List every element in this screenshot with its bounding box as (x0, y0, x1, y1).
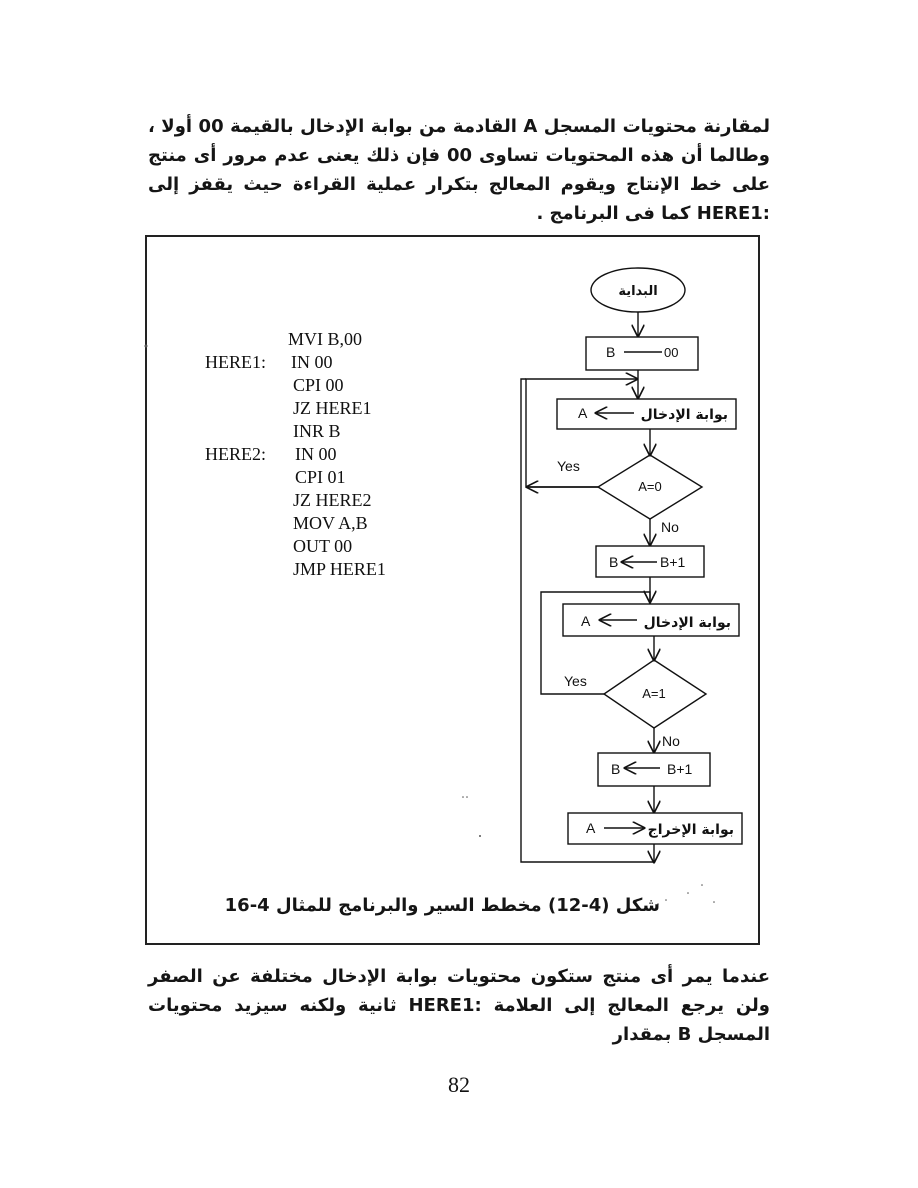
code-line-2: IN 00 (291, 352, 333, 372)
reg-b-label-2: B (611, 761, 621, 777)
input-port-label-1: بوابة الإدخال (640, 407, 728, 423)
yes-label-1: Yes (557, 458, 580, 474)
reg-a-label-2: A (581, 613, 591, 629)
reg-a-label-3: A (586, 820, 596, 836)
reg-a-label-1: A (578, 405, 588, 421)
code-line-10: OUT 00 (293, 536, 353, 556)
code-line-11: JMP HERE1 (293, 559, 386, 579)
start-label: البداية (618, 284, 658, 299)
yes-label-2: Yes (564, 673, 587, 689)
code-label-here1: HERE1: (205, 352, 266, 372)
code-line-6: IN 00 (295, 444, 337, 464)
loop-back-arrow-2 (541, 592, 650, 694)
code-line-8: JZ HERE2 (293, 490, 372, 510)
figure-caption: شكل (4-12) مخطط السير والبرنامج للمثال 4-16 (224, 895, 660, 916)
increment-label-2: B+1 (667, 761, 693, 777)
code-line-5: INR B (293, 421, 341, 441)
page-number: 82 (448, 1072, 470, 1097)
continuation-paragraph: عندما يمر أى منتج ستكون محتويات بوابة الإدخال مختلفة عن الصفر ولن يرجع المعالج إلى العلامة :HERE1 ثانية ولكنه سيزيد محتويات المسجل B بمقدار (148, 966, 770, 1045)
input-port-label-2: بوابة الإدخال (643, 615, 731, 631)
code-line-9: MOV A,B (293, 513, 368, 533)
code-line-4: JZ HERE1 (293, 398, 372, 418)
decision1-label: A=0 (638, 479, 662, 494)
code-line-7: CPI 01 (295, 467, 346, 487)
init-box (586, 337, 698, 370)
init-left-label: B (606, 344, 616, 360)
code-line-3: CPI 00 (293, 375, 344, 395)
code-label-here2: HERE2: (205, 444, 266, 464)
loop-back-arrow-1 (526, 379, 637, 487)
increment-label-1: B+1 (660, 554, 686, 570)
no-label-2: No (662, 733, 680, 749)
init-right-label: 00 (664, 345, 679, 360)
reg-b-label-1: B (609, 554, 619, 570)
output-port-label: بوابة الإخراج (647, 822, 734, 838)
code-line-1: MVI B,00 (288, 329, 363, 349)
no-label-1: No (661, 519, 679, 535)
decision2-label: A=1 (642, 686, 666, 701)
intro-paragraph: لمقارنة محتويات المسجل A القادمة من بوابة الإدخال بالقيمة 00 أولا ، وطالما أن هذه المحتويات تساوى 00 فإن ذلك يعنى عدم مرور أى منتج على خط الإنتاج ويقوم المعالج بتكرار عملية القراءة حيث يقفز إلى :HERE1 كما فى البرنامج . (148, 116, 770, 224)
